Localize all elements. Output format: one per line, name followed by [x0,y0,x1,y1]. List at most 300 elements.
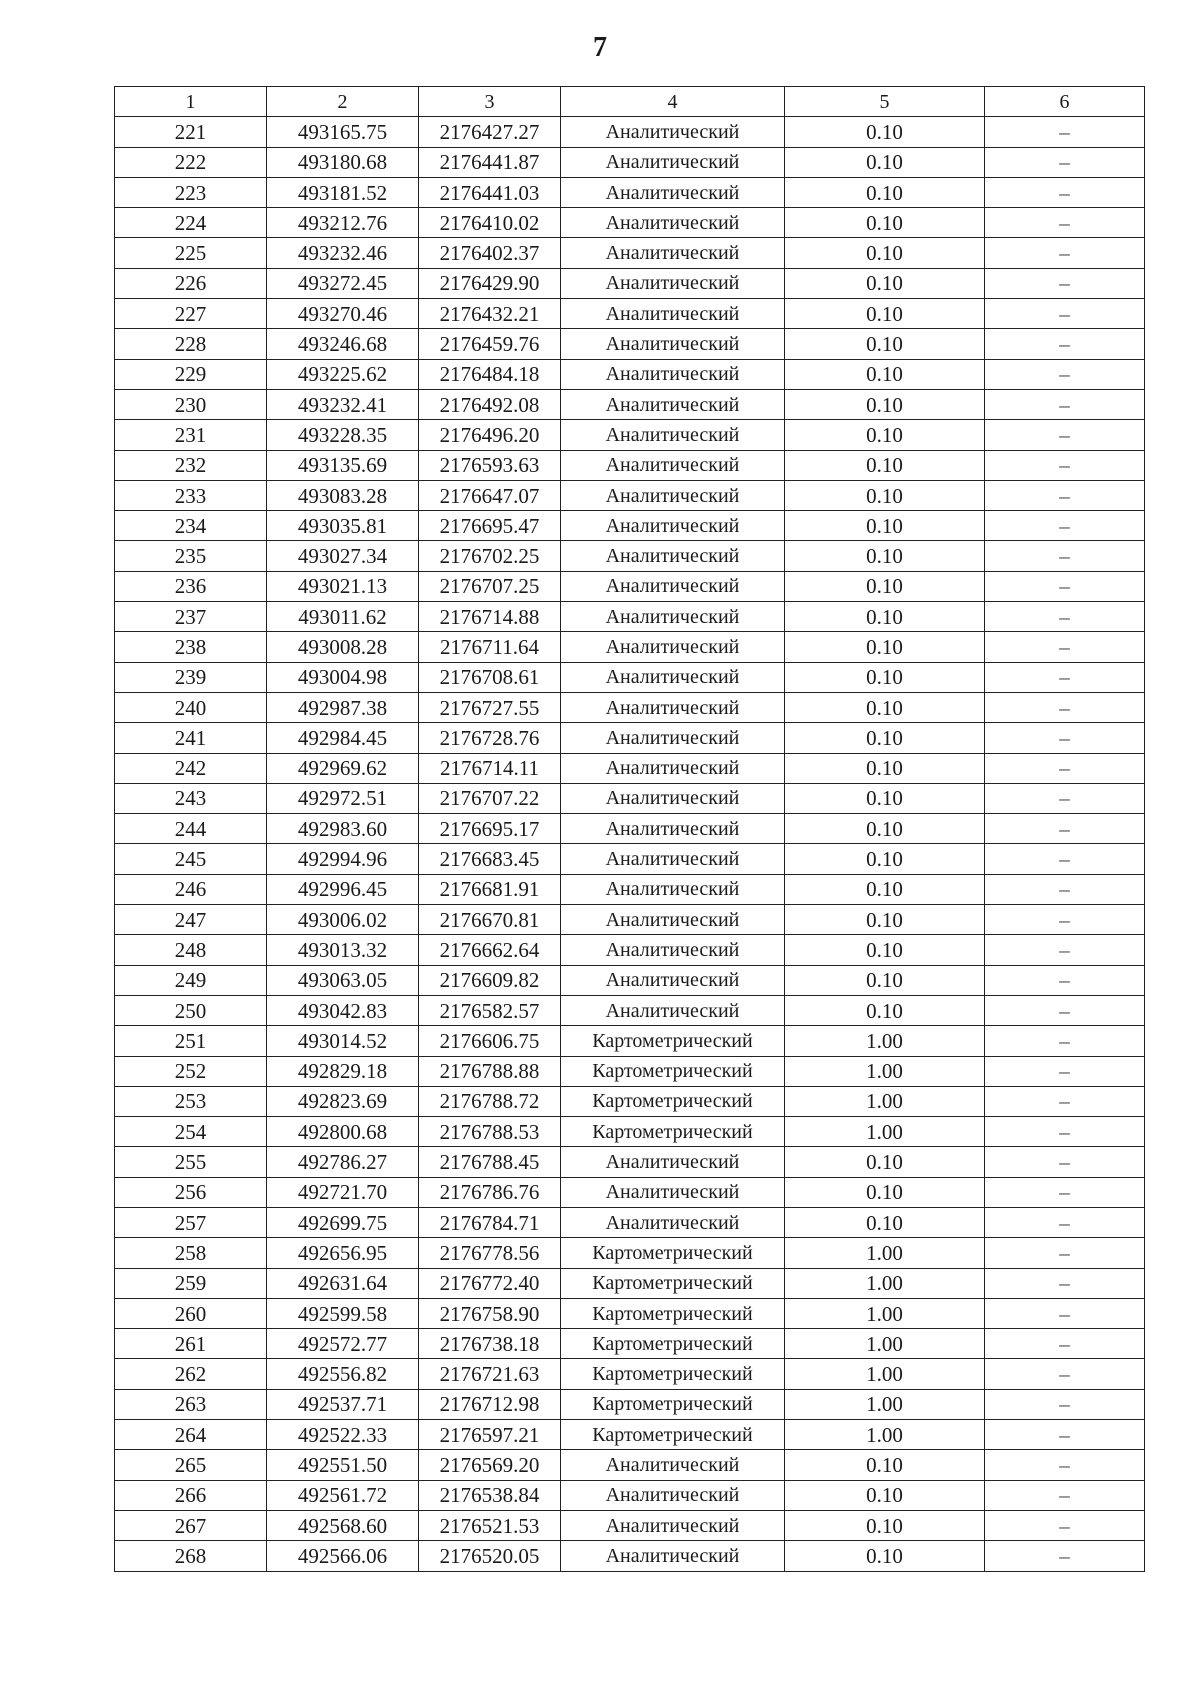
method-cell: Картометрический [561,1329,785,1359]
accuracy-cell: 0.10 [785,814,985,844]
table-row [115,662,1145,692]
accuracy-cell: 1.00 [785,1117,985,1147]
y-coordinate-cell: 2176538.84 [419,1480,561,1510]
table-row [115,1541,1145,1571]
x-coordinate-cell: 493270.46 [267,299,419,329]
note-cell: – [985,177,1145,207]
header-cell-1: 1 [115,87,267,117]
y-coordinate-cell: 2176520.05 [419,1541,561,1571]
x-coordinate-cell: 492983.60 [267,814,419,844]
y-coordinate-cell: 2176714.11 [419,753,561,783]
note-cell: – [985,1056,1145,1086]
x-coordinate-cell: 493232.41 [267,389,419,419]
method-cell: Аналитический [561,1147,785,1177]
point-number-cell: 244 [115,814,267,844]
table-row [115,814,1145,844]
y-coordinate-cell: 2176711.64 [419,632,561,662]
table-row [115,723,1145,753]
x-coordinate-cell: 493021.13 [267,571,419,601]
point-number-cell: 221 [115,117,267,147]
note-cell: – [985,1359,1145,1389]
note-cell: – [985,389,1145,419]
accuracy-cell: 0.10 [785,632,985,662]
y-coordinate-cell: 2176427.27 [419,117,561,147]
table-header [115,87,1145,117]
method-cell: Картометрический [561,1420,785,1450]
x-coordinate-cell: 492551.50 [267,1450,419,1480]
accuracy-cell: 0.10 [785,1450,985,1480]
accuracy-cell: 0.10 [785,1177,985,1207]
x-coordinate-cell: 492631.64 [267,1268,419,1298]
table-row [115,389,1145,419]
note-cell: – [985,359,1145,389]
y-coordinate-cell: 2176788.45 [419,1147,561,1177]
method-cell: Аналитический [561,1450,785,1480]
accuracy-cell: 0.10 [785,874,985,904]
method-cell: Аналитический [561,420,785,450]
y-coordinate-cell: 2176441.03 [419,177,561,207]
x-coordinate-cell: 493083.28 [267,480,419,510]
y-coordinate-cell: 2176647.07 [419,480,561,510]
method-cell: Картометрический [561,1117,785,1147]
accuracy-cell: 0.10 [785,268,985,298]
method-cell: Аналитический [561,268,785,298]
accuracy-cell: 0.10 [785,238,985,268]
x-coordinate-cell: 492721.70 [267,1177,419,1207]
note-cell: – [985,268,1145,298]
y-coordinate-cell: 2176492.08 [419,389,561,419]
x-coordinate-cell: 493011.62 [267,602,419,632]
point-number-cell: 265 [115,1450,267,1480]
method-cell: Аналитический [561,844,785,874]
y-coordinate-cell: 2176569.20 [419,1450,561,1480]
table-row [115,753,1145,783]
accuracy-cell: 0.10 [785,965,985,995]
method-cell: Аналитический [561,117,785,147]
x-coordinate-cell: 492996.45 [267,874,419,904]
x-coordinate-cell: 492984.45 [267,723,419,753]
point-number-cell: 232 [115,450,267,480]
x-coordinate-cell: 493006.02 [267,905,419,935]
header-cell-4: 4 [561,87,785,117]
note-cell: – [985,299,1145,329]
point-number-cell: 263 [115,1389,267,1419]
table-row [115,541,1145,571]
table-row [115,995,1145,1025]
x-coordinate-cell: 492987.38 [267,692,419,722]
accuracy-cell: 0.10 [785,935,985,965]
note-cell: – [985,844,1145,874]
note-cell: – [985,1177,1145,1207]
note-cell: – [985,1086,1145,1116]
method-cell: Картометрический [561,1359,785,1389]
accuracy-cell: 1.00 [785,1329,985,1359]
y-coordinate-cell: 2176441.87 [419,147,561,177]
table-row [115,1086,1145,1116]
method-cell: Аналитический [561,753,785,783]
y-coordinate-cell: 2176484.18 [419,359,561,389]
coordinates-table [114,86,1145,1572]
x-coordinate-cell: 492572.77 [267,1329,419,1359]
point-number-cell: 243 [115,783,267,813]
y-coordinate-cell: 2176712.98 [419,1389,561,1419]
note-cell: – [985,935,1145,965]
x-coordinate-cell: 493212.76 [267,208,419,238]
x-coordinate-cell: 492561.72 [267,1480,419,1510]
note-cell: – [985,905,1145,935]
accuracy-cell: 0.10 [785,299,985,329]
note-cell: – [985,814,1145,844]
accuracy-cell: 1.00 [785,1268,985,1298]
accuracy-cell: 0.10 [785,359,985,389]
x-coordinate-cell: 492568.60 [267,1510,419,1540]
accuracy-cell: 1.00 [785,1086,985,1116]
point-number-cell: 254 [115,1117,267,1147]
note-cell: – [985,1238,1145,1268]
accuracy-cell: 0.10 [785,723,985,753]
method-cell: Аналитический [561,147,785,177]
y-coordinate-cell: 2176410.02 [419,208,561,238]
y-coordinate-cell: 2176727.55 [419,692,561,722]
accuracy-cell: 0.10 [785,995,985,1025]
x-coordinate-cell: 493228.35 [267,420,419,450]
point-number-cell: 223 [115,177,267,207]
table-row [115,480,1145,510]
y-coordinate-cell: 2176714.88 [419,602,561,632]
point-number-cell: 252 [115,1056,267,1086]
note-cell: – [985,753,1145,783]
accuracy-cell: 0.10 [785,177,985,207]
table-row [115,1026,1145,1056]
method-cell: Аналитический [561,511,785,541]
accuracy-cell: 0.10 [785,753,985,783]
x-coordinate-cell: 492656.95 [267,1238,419,1268]
point-number-cell: 236 [115,571,267,601]
method-cell: Аналитический [561,1510,785,1540]
y-coordinate-cell: 2176695.47 [419,511,561,541]
point-number-cell: 227 [115,299,267,329]
x-coordinate-cell: 493246.68 [267,329,419,359]
method-cell: Картометрический [561,1268,785,1298]
y-coordinate-cell: 2176402.37 [419,238,561,268]
note-cell: – [985,1207,1145,1237]
x-coordinate-cell: 493013.32 [267,935,419,965]
table-row [115,1389,1145,1419]
accuracy-cell: 0.10 [785,1541,985,1571]
accuracy-cell: 0.10 [785,208,985,238]
point-number-cell: 255 [115,1147,267,1177]
x-coordinate-cell: 493272.45 [267,268,419,298]
accuracy-cell: 0.10 [785,389,985,419]
note-cell: – [985,995,1145,1025]
x-coordinate-cell: 492537.71 [267,1389,419,1419]
note-cell: – [985,329,1145,359]
point-number-cell: 264 [115,1420,267,1450]
table-row [115,511,1145,541]
point-number-cell: 262 [115,1359,267,1389]
table-row [115,1056,1145,1086]
accuracy-cell: 0.10 [785,1510,985,1540]
note-cell: – [985,783,1145,813]
table-row [115,935,1145,965]
y-coordinate-cell: 2176597.21 [419,1420,561,1450]
accuracy-cell: 1.00 [785,1056,985,1086]
point-number-cell: 235 [115,541,267,571]
x-coordinate-cell: 493008.28 [267,632,419,662]
point-number-cell: 268 [115,1541,267,1571]
point-number-cell: 237 [115,602,267,632]
table-row [115,1420,1145,1450]
y-coordinate-cell: 2176683.45 [419,844,561,874]
point-number-cell: 246 [115,874,267,904]
table-row [115,268,1145,298]
header-cell-6: 6 [985,87,1145,117]
method-cell: Картометрический [561,1389,785,1419]
note-cell: – [985,147,1145,177]
method-cell: Картометрический [561,1238,785,1268]
accuracy-cell: 0.10 [785,844,985,874]
point-number-cell: 248 [115,935,267,965]
table-row [115,844,1145,874]
table-body [115,117,1145,1571]
method-cell: Аналитический [561,177,785,207]
accuracy-cell: 0.10 [785,511,985,541]
method-cell: Аналитический [561,662,785,692]
point-number-cell: 251 [115,1026,267,1056]
y-coordinate-cell: 2176432.21 [419,299,561,329]
note-cell: – [985,602,1145,632]
method-cell: Аналитический [561,1177,785,1207]
accuracy-cell: 0.10 [785,329,985,359]
accuracy-cell: 1.00 [785,1238,985,1268]
point-number-cell: 250 [115,995,267,1025]
x-coordinate-cell: 492800.68 [267,1117,419,1147]
method-cell: Аналитический [561,1480,785,1510]
x-coordinate-cell: 492786.27 [267,1147,419,1177]
x-coordinate-cell: 493042.83 [267,995,419,1025]
point-number-cell: 247 [115,905,267,935]
note-cell: – [985,1298,1145,1328]
accuracy-cell: 0.10 [785,450,985,480]
note-cell: – [985,450,1145,480]
accuracy-cell: 1.00 [785,1359,985,1389]
method-cell: Аналитический [561,692,785,722]
point-number-cell: 233 [115,480,267,510]
x-coordinate-cell: 492823.69 [267,1086,419,1116]
table-row [115,329,1145,359]
y-coordinate-cell: 2176786.76 [419,1177,561,1207]
table-row [115,177,1145,207]
x-coordinate-cell: 492699.75 [267,1207,419,1237]
table-row [115,1298,1145,1328]
note-cell: – [985,571,1145,601]
x-coordinate-cell: 493063.05 [267,965,419,995]
y-coordinate-cell: 2176707.25 [419,571,561,601]
x-coordinate-cell: 492566.06 [267,1541,419,1571]
point-number-cell: 229 [115,359,267,389]
method-cell: Аналитический [561,359,785,389]
point-number-cell: 224 [115,208,267,238]
table-row [115,571,1145,601]
table-row [115,602,1145,632]
point-number-cell: 239 [115,662,267,692]
y-coordinate-cell: 2176606.75 [419,1026,561,1056]
note-cell: – [985,1117,1145,1147]
method-cell: Аналитический [561,723,785,753]
accuracy-cell: 0.10 [785,662,985,692]
accuracy-cell: 0.10 [785,117,985,147]
method-cell: Аналитический [561,389,785,419]
note-cell: – [985,1420,1145,1450]
table-row [115,299,1145,329]
note-cell: – [985,662,1145,692]
method-cell: Аналитический [561,480,785,510]
point-number-cell: 230 [115,389,267,419]
table-row [115,117,1145,147]
y-coordinate-cell: 2176593.63 [419,450,561,480]
note-cell: – [985,511,1145,541]
method-cell: Картометрический [561,1086,785,1116]
method-cell: Картометрический [561,1026,785,1056]
x-coordinate-cell: 493004.98 [267,662,419,692]
note-cell: – [985,1450,1145,1480]
x-coordinate-cell: 493225.62 [267,359,419,389]
method-cell: Аналитический [561,783,785,813]
method-cell: Аналитический [561,541,785,571]
accuracy-cell: 0.10 [785,147,985,177]
point-number-cell: 257 [115,1207,267,1237]
y-coordinate-cell: 2176778.56 [419,1238,561,1268]
y-coordinate-cell: 2176662.64 [419,935,561,965]
y-coordinate-cell: 2176429.90 [419,268,561,298]
table-row [115,783,1145,813]
header-cell-3: 3 [419,87,561,117]
table-row [115,905,1145,935]
table-row [115,359,1145,389]
table-row [115,1238,1145,1268]
x-coordinate-cell: 493180.68 [267,147,419,177]
note-cell: – [985,541,1145,571]
x-coordinate-cell: 493232.46 [267,238,419,268]
method-cell: Аналитический [561,814,785,844]
accuracy-cell: 0.10 [785,420,985,450]
y-coordinate-cell: 2176758.90 [419,1298,561,1328]
table-row [115,1177,1145,1207]
y-coordinate-cell: 2176496.20 [419,420,561,450]
point-number-cell: 253 [115,1086,267,1116]
method-cell: Аналитический [561,1207,785,1237]
table-row [115,1450,1145,1480]
method-cell: Аналитический [561,208,785,238]
y-coordinate-cell: 2176609.82 [419,965,561,995]
method-cell: Аналитический [561,299,785,329]
y-coordinate-cell: 2176582.57 [419,995,561,1025]
x-coordinate-cell: 492969.62 [267,753,419,783]
table-row [115,1510,1145,1540]
y-coordinate-cell: 2176521.53 [419,1510,561,1540]
table-row [115,1480,1145,1510]
x-coordinate-cell: 492599.58 [267,1298,419,1328]
point-number-cell: 261 [115,1329,267,1359]
accuracy-cell: 1.00 [785,1026,985,1056]
x-coordinate-cell: 492522.33 [267,1420,419,1450]
point-number-cell: 222 [115,147,267,177]
point-number-cell: 225 [115,238,267,268]
point-number-cell: 256 [115,1177,267,1207]
table-row [115,450,1145,480]
x-coordinate-cell: 493035.81 [267,511,419,541]
note-cell: – [985,692,1145,722]
accuracy-cell: 1.00 [785,1298,985,1328]
accuracy-cell: 0.10 [785,783,985,813]
table-row [115,147,1145,177]
point-number-cell: 260 [115,1298,267,1328]
point-number-cell: 238 [115,632,267,662]
point-number-cell: 226 [115,268,267,298]
y-coordinate-cell: 2176788.53 [419,1117,561,1147]
method-cell: Аналитический [561,329,785,359]
note-cell: – [985,208,1145,238]
method-cell: Картометрический [561,1298,785,1328]
table-row [115,1268,1145,1298]
x-coordinate-cell: 492829.18 [267,1056,419,1086]
y-coordinate-cell: 2176695.17 [419,814,561,844]
y-coordinate-cell: 2176772.40 [419,1268,561,1298]
method-cell: Аналитический [561,995,785,1025]
note-cell: – [985,1268,1145,1298]
method-cell: Аналитический [561,935,785,965]
x-coordinate-cell: 493014.52 [267,1026,419,1056]
y-coordinate-cell: 2176738.18 [419,1329,561,1359]
note-cell: – [985,632,1145,662]
x-coordinate-cell: 493027.34 [267,541,419,571]
table-row [115,1359,1145,1389]
y-coordinate-cell: 2176459.76 [419,329,561,359]
y-coordinate-cell: 2176784.71 [419,1207,561,1237]
table-row [115,692,1145,722]
method-cell: Аналитический [561,874,785,904]
method-cell: Аналитический [561,238,785,268]
point-number-cell: 267 [115,1510,267,1540]
y-coordinate-cell: 2176788.88 [419,1056,561,1086]
x-coordinate-cell: 492972.51 [267,783,419,813]
point-number-cell: 258 [115,1238,267,1268]
method-cell: Аналитический [561,965,785,995]
point-number-cell: 266 [115,1480,267,1510]
note-cell: – [985,723,1145,753]
note-cell: – [985,117,1145,147]
x-coordinate-cell: 492556.82 [267,1359,419,1389]
table-row [115,874,1145,904]
point-number-cell: 259 [115,1268,267,1298]
point-number-cell: 249 [115,965,267,995]
method-cell: Аналитический [561,450,785,480]
accuracy-cell: 0.10 [785,480,985,510]
table-row [115,1207,1145,1237]
y-coordinate-cell: 2176721.63 [419,1359,561,1389]
note-cell: – [985,874,1145,904]
x-coordinate-cell: 493181.52 [267,177,419,207]
note-cell: – [985,1329,1145,1359]
y-coordinate-cell: 2176681.91 [419,874,561,904]
accuracy-cell: 0.10 [785,1147,985,1177]
note-cell: – [985,1541,1145,1571]
accuracy-cell: 0.10 [785,1480,985,1510]
note-cell: – [985,1389,1145,1419]
point-number-cell: 228 [115,329,267,359]
table-row [115,1147,1145,1177]
note-cell: – [985,1510,1145,1540]
